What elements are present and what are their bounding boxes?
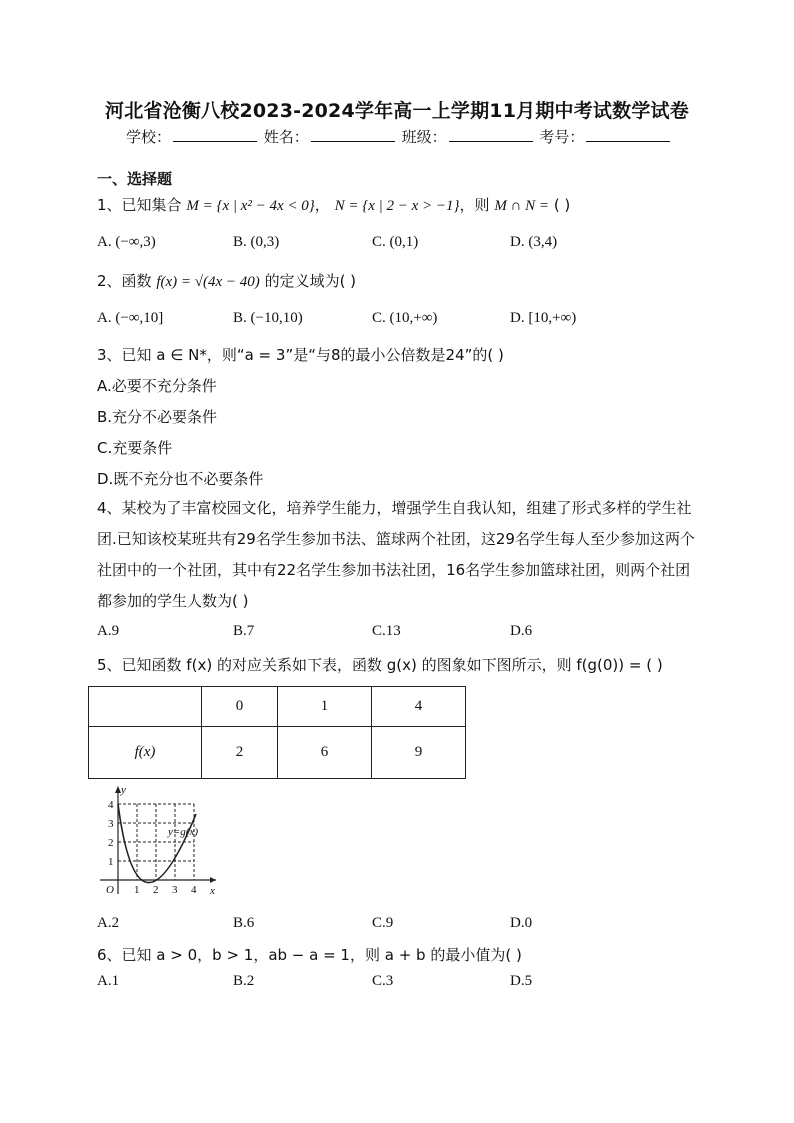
origin-label: O — [106, 884, 114, 896]
question-1: 1、已知集合 M = {x | x² − 4x < 0}， N = {x | 2 − x > −1}，则 M ∩ N = ( ) — [97, 196, 571, 214]
q3-option-b[interactable]: B.充分不必要条件 — [97, 408, 218, 426]
q4-option-d[interactable]: D.6 — [510, 623, 533, 639]
q1-option-c[interactable]: C. (0,1) — [372, 234, 419, 250]
q3-option-c[interactable]: C.充要条件 — [97, 439, 173, 457]
question-2 — [97, 270, 356, 291]
q2-post: 的定义域为( ) — [264, 272, 357, 290]
q5-option-d[interactable]: D.0 — [510, 915, 533, 931]
y-tick: 4 — [108, 799, 114, 811]
name-label: 姓名： — [263, 128, 309, 146]
q5-option-a[interactable]: A.2 — [97, 915, 120, 931]
y-axis-label: y — [121, 784, 126, 796]
table-header-cell: 1 — [278, 687, 372, 727]
q1-rest: ，则 — [459, 196, 490, 214]
y-tick: 1 — [108, 856, 114, 868]
q6-option-c[interactable]: C.3 — [372, 973, 394, 989]
table-cell: 6 — [278, 727, 372, 779]
school-blank[interactable] — [173, 127, 257, 142]
exam-title: 河北省沧衡八校2023-2024学年高一上学期11月期中考试数学试卷 — [105, 100, 689, 122]
q1-option-a[interactable]: A. (−∞,3) — [97, 234, 156, 250]
q1-end: ( ) — [553, 196, 571, 214]
question-6: 6、已知 a > 0，b > 1，ab − a = 1，则 a + b 的最小值为( ) — [97, 946, 522, 964]
q4-option-b[interactable]: B.7 — [233, 623, 255, 639]
q1-mn: M ∩ N = — [494, 198, 550, 214]
q5-option-c[interactable]: C.9 — [372, 915, 394, 931]
q3-option-d[interactable]: D.既不充分也不必要条件 — [97, 470, 264, 488]
question-3: 3、已知 a ∈ N*，则“a = 3”是“与8的最小公倍数是24”的( ) — [97, 346, 504, 364]
table-header-cell: 0 — [202, 687, 278, 727]
x-tick: 1 — [134, 884, 140, 896]
table-cell: 2 — [202, 727, 278, 779]
question-5: 5、已知函数 f(x) 的对应关系如下表，函数 g(x) 的图象如下图所示，则 f(g(0)) = ( ) — [97, 656, 663, 674]
table-row-label: f(x) — [89, 727, 202, 779]
q2-lead: 2、函数 — [97, 272, 152, 290]
class-label: 班级： — [401, 128, 447, 146]
q1-set-m: M = {x | x² − 4x < 0} — [186, 198, 315, 214]
y-tick: 3 — [108, 818, 114, 830]
y-tick: 2 — [108, 837, 114, 849]
q1-set-n: N = {x | 2 − x > −1} — [334, 198, 460, 214]
q2-option-b[interactable]: B. (−10,10) — [233, 310, 303, 326]
class-blank[interactable] — [449, 127, 533, 142]
q2-option-d[interactable]: D. [10,+∞) — [510, 310, 577, 326]
name-blank[interactable] — [311, 127, 395, 142]
q5-option-b[interactable]: B.6 — [233, 915, 255, 931]
q4-option-a[interactable]: A.9 — [97, 623, 120, 639]
q3-option-a[interactable]: A.必要不充分条件 — [97, 377, 217, 395]
exam-no-blank[interactable] — [586, 127, 670, 142]
g-curve — [118, 804, 199, 883]
q1-option-b[interactable]: B. (0,3) — [233, 234, 280, 250]
question-4: 4、某校为了丰富校园文化，培养学生能力，增强学生自我认知，组建了形式多样的学生社团.已知该校某班共有29名学生参加书法、篮球两个社团，这29名学生每人至少参加这两个社团中的一个社团，其中有22名学生参加书法社团，16名学生参加篮球社团，则两个社团都参加的学生人数为( ) — [97, 499, 695, 610]
q4-option-c[interactable]: C.13 — [372, 623, 401, 639]
x-tick: 3 — [172, 884, 178, 896]
g-function-graph — [92, 782, 222, 900]
table-cell: 9 — [372, 727, 466, 779]
q6-option-b[interactable]: B.2 — [233, 973, 255, 989]
curve-label: y=g(x) — [168, 826, 199, 838]
q1-lead: 1、已知集合 — [97, 196, 182, 214]
q1-option-d[interactable]: D. (3,4) — [510, 234, 558, 250]
q2-option-a[interactable]: A. (−∞,10] — [97, 310, 164, 326]
q2-option-c[interactable]: C. (10,+∞) — [372, 310, 438, 326]
q6-option-a[interactable]: A.1 — [97, 973, 120, 989]
table-header-cell: 4 — [372, 687, 466, 727]
table-corner — [89, 687, 202, 727]
q2-expr: f(x) = √(4x − 40) — [156, 274, 260, 290]
x-axis-label: x — [210, 885, 215, 897]
x-tick: 4 — [191, 884, 197, 896]
x-tick: 2 — [153, 884, 159, 896]
school-label: 学校： — [126, 128, 172, 146]
function-table — [88, 686, 466, 779]
q6-option-d[interactable]: D.5 — [510, 973, 533, 989]
student-info-line — [126, 126, 672, 147]
exam-no-label: 考号： — [539, 128, 585, 146]
section-heading: 一、选择题 — [97, 170, 173, 188]
